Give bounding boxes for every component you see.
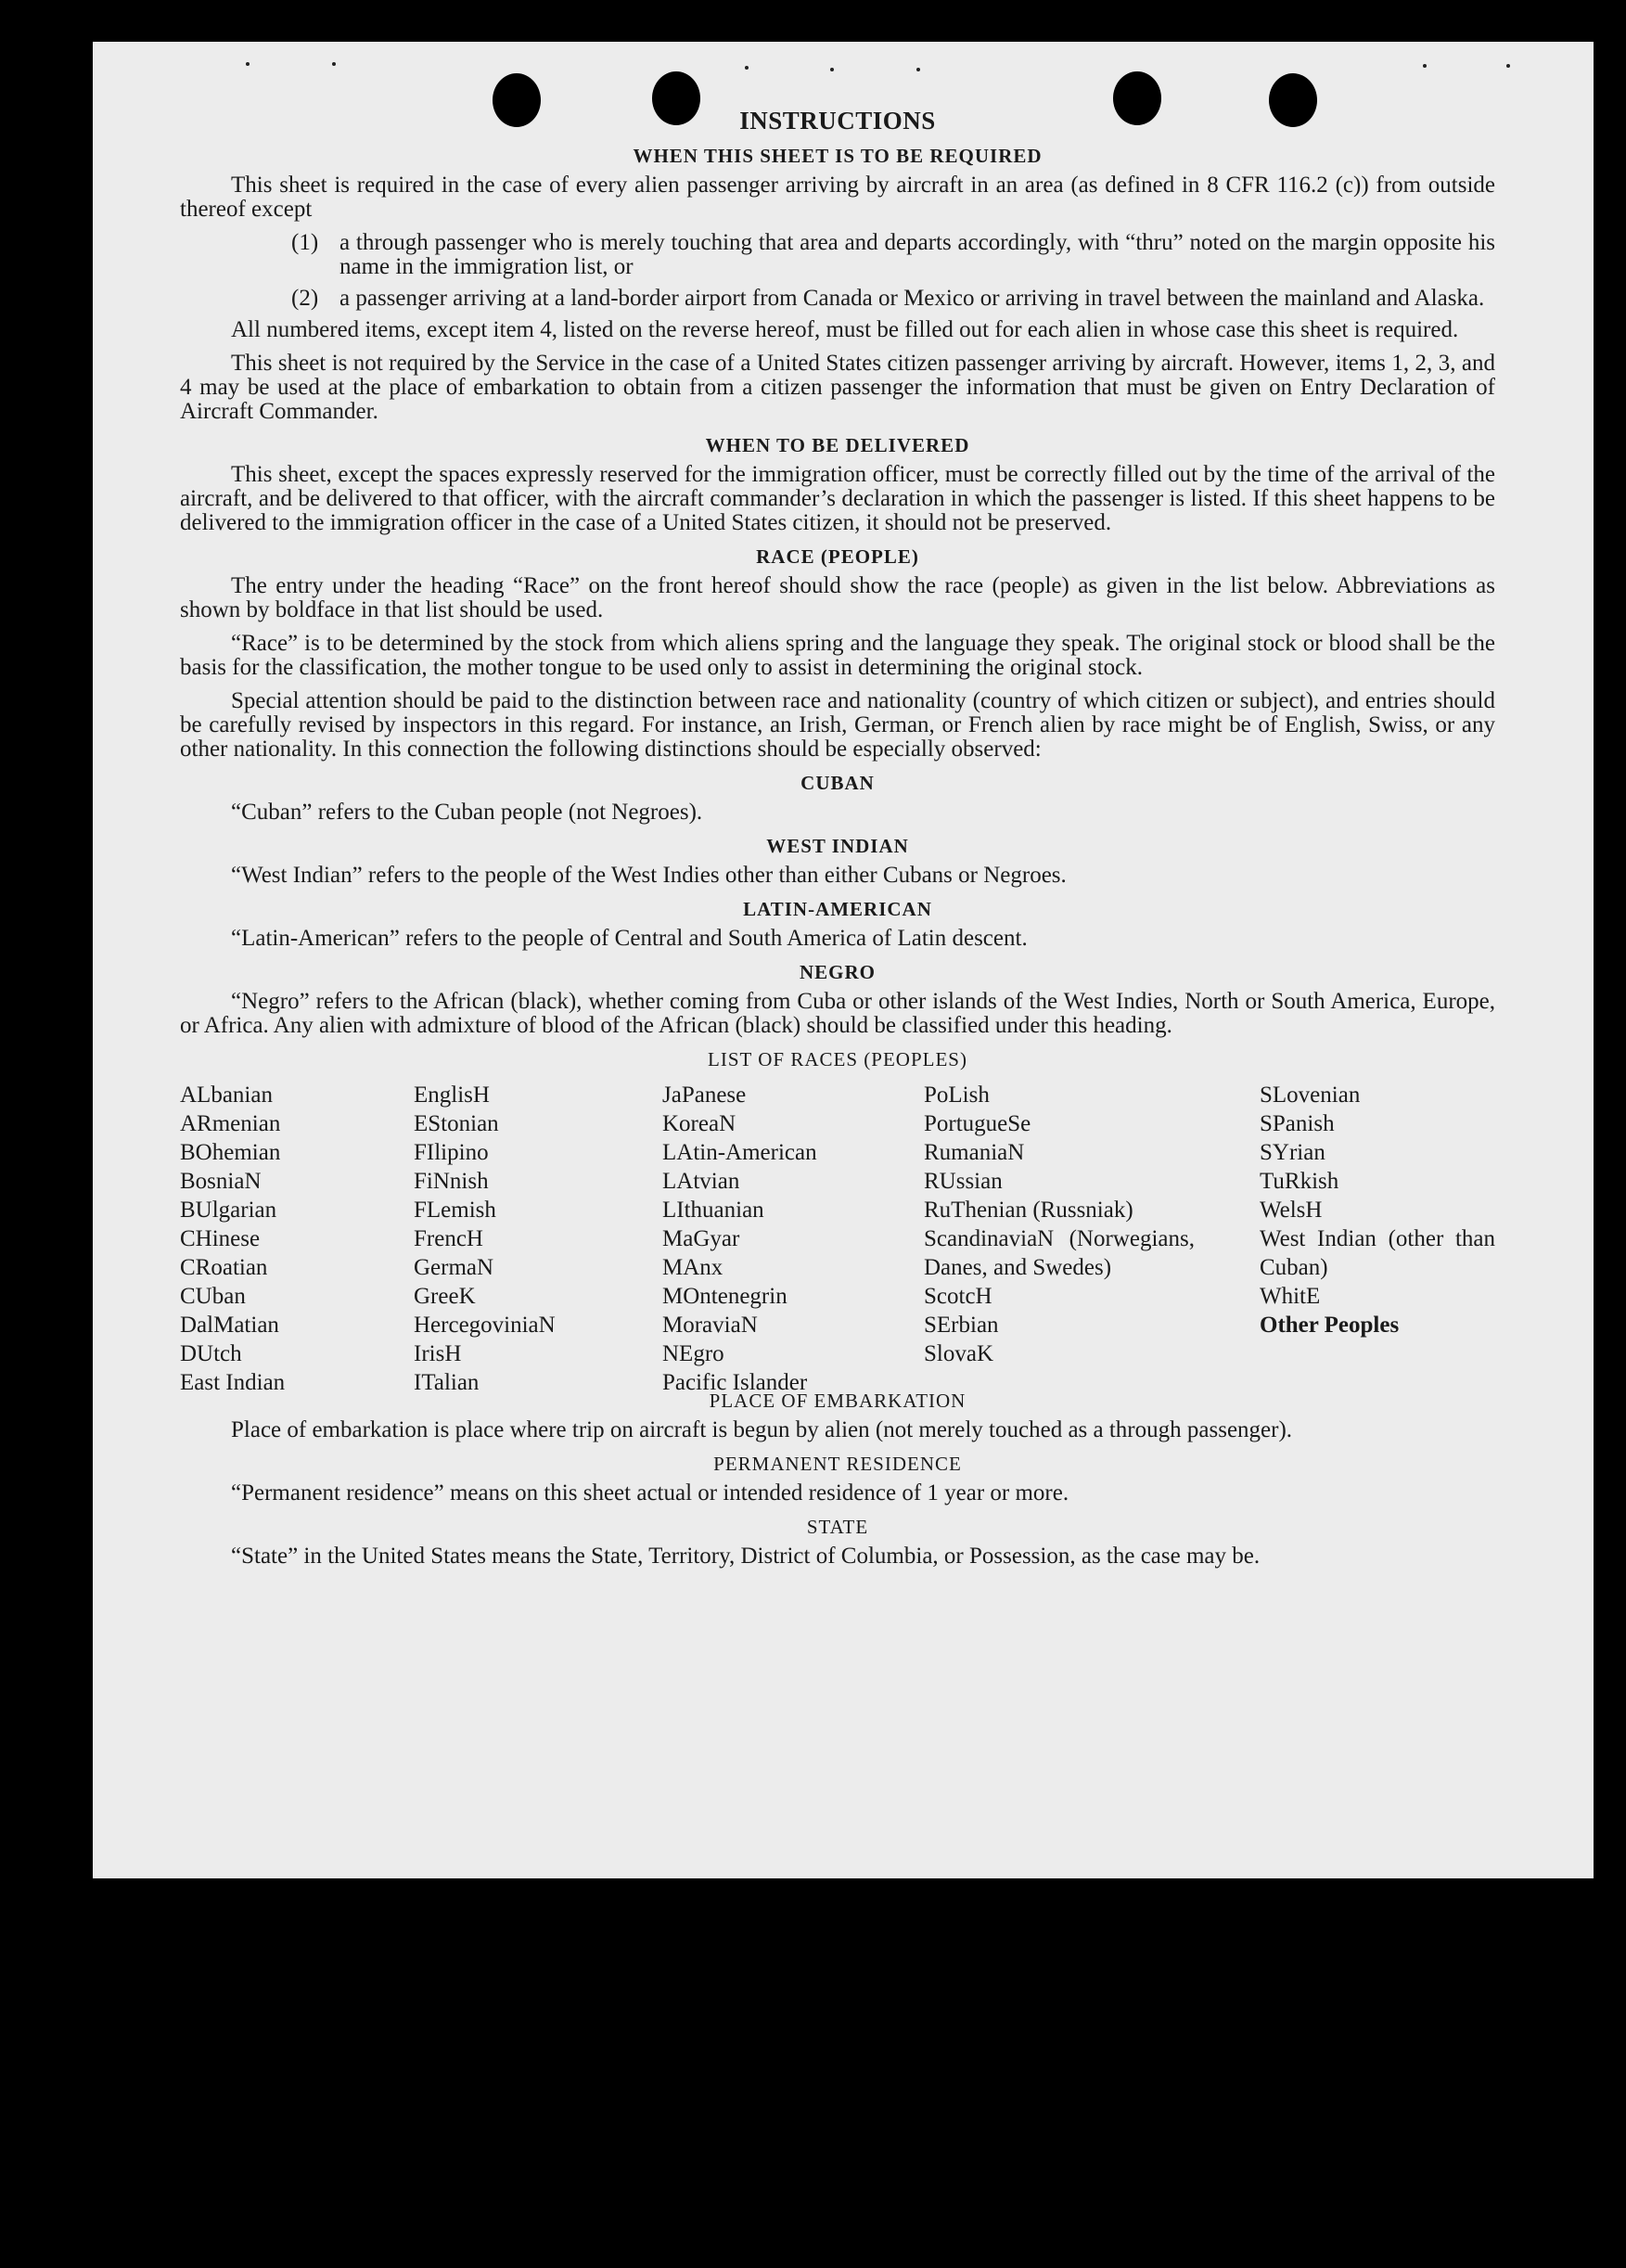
race-item: FiNnish — [414, 1169, 489, 1194]
race-item: SPanish — [1260, 1111, 1335, 1136]
race-item: CRoatian — [180, 1255, 268, 1280]
item-number: (1) — [291, 230, 319, 255]
race-item: JaPanese — [662, 1083, 747, 1108]
paragraph: “State” in the United States means the State, Territory, District of Columbia, or Possession, as the case may be. — [231, 1544, 1261, 1569]
race-item: FIlipino — [414, 1140, 489, 1165]
race-item: RumaniaN — [924, 1140, 1025, 1165]
race-item: SLovenian — [1260, 1083, 1361, 1108]
speck — [332, 62, 336, 66]
race-item: WelsH — [1260, 1198, 1323, 1223]
paragraph: “Negro” refers to the African (black), whether coming from Cuba or other islands of the West Indies, North or South America, Europe, or Africa. Any alien with admixture of blood of the African (black) should be classified under this heading. — [180, 989, 1495, 1038]
paragraph: This sheet is not required by the Service in the case of a United States citizen passenger arriving by aircraft. However, items 1, 2, 3, and 4 may be used at the place of embarkation to obtain from a citizen passenger the information that must be given on Entry Declaration of Aircraft Commander. — [180, 351, 1495, 424]
paragraph: The entry under the heading “Race” on the front hereof should show the race (people) as given in the list below. Abbreviations as shown by boldface in that list should be used. — [180, 573, 1495, 622]
paragraph: “Cuban” refers to the Cuban people (not Negroes). — [231, 800, 703, 825]
paragraph: Special attention should be paid to the distinction between race and nationality (country of which citizen or subject), and entries should be carefully revised by inspectors in this regard. For instance, an Irish, German, or French alien by race might be of English, Swiss, or any other nationality. In this connection the following distinctions should be especially observed: — [180, 688, 1495, 762]
race-item: TuRkish — [1260, 1169, 1339, 1194]
paragraph: All numbered items, except item 4, listed on the reverse hereof, must be filled out for each alien in whose case this sheet is required. — [231, 317, 1459, 342]
race-item: LIthuanian — [662, 1198, 764, 1223]
race-list — [180, 1081, 1495, 1395]
race-item: NEgro — [662, 1341, 724, 1366]
section-heading: LATIN-AMERICAN — [743, 898, 932, 920]
race-item: RuThenian (Russniak) — [924, 1198, 1133, 1223]
item-number: (2) — [291, 286, 319, 311]
paragraph: “Latin-American” refers to the people of Central and South America of Latin descent. — [231, 926, 1028, 951]
instructions-content — [180, 109, 1495, 1578]
speck — [745, 66, 749, 70]
race-column — [180, 1081, 285, 1397]
race-item: CHinese — [180, 1226, 261, 1251]
race-column — [662, 1081, 817, 1397]
race-item: DUtch — [180, 1341, 242, 1366]
race-item: LAtvian — [662, 1169, 740, 1194]
section-heading: CUBAN — [800, 772, 875, 794]
paragraph: This sheet is required in the case of every alien passenger arriving by aircraft in an area (as defined in 8 CFR 116.2 (c)) from outside thereof except — [180, 173, 1495, 222]
race-item: RUssian — [924, 1169, 1003, 1194]
race-item: Pacific Islander — [662, 1370, 808, 1395]
race-item: ALbanian — [180, 1083, 273, 1108]
paragraph: Place of embarkation is place where trip on aircraft is begun by alien (not merely touched as a through passenger). — [231, 1417, 1293, 1442]
race-item: MOntenegrin — [662, 1284, 787, 1309]
race-item: PortugueSe — [924, 1111, 1031, 1136]
race-item: LAtin-American — [662, 1140, 817, 1165]
race-item: GreeK — [414, 1284, 476, 1309]
paragraph: “Permanent residence” means on this sheet actual or intended residence of 1 year or more. — [231, 1480, 1069, 1506]
race-item: East Indian — [180, 1370, 286, 1395]
race-item: CUban — [180, 1284, 246, 1309]
race-item: EStonian — [414, 1111, 499, 1136]
race-item: WhitE — [1260, 1284, 1321, 1309]
speck — [1506, 64, 1510, 68]
item-text: a passenger arriving at a land-border airport from Canada or Mexico or arriving in travel between the mainland and Alaska. — [339, 286, 1485, 311]
race-item: FLemish — [414, 1198, 496, 1223]
section-heading: WHEN THIS SHEET IS TO BE REQUIRED — [633, 145, 1043, 167]
race-item: ScotcH — [924, 1284, 992, 1309]
race-item: MaGyar — [662, 1226, 740, 1251]
document-sheet — [93, 42, 1594, 1878]
race-item: EnglisH — [414, 1083, 490, 1108]
race-item: BUlgarian — [180, 1198, 277, 1223]
speck — [916, 68, 920, 71]
speck — [830, 68, 834, 71]
section-heading: PERMANENT RESIDENCE — [713, 1453, 962, 1475]
race-item: PoLish — [924, 1083, 990, 1108]
list-item — [291, 231, 1495, 279]
race-column — [924, 1081, 1195, 1368]
section-heading: STATE — [806, 1516, 869, 1538]
race-item: SlovaK — [924, 1341, 993, 1366]
item-text: a through passenger who is merely touching that area and departs accordingly, with “thru” noted on the margin opposite his name in the immigration list, or — [339, 230, 1495, 279]
race-item: ITalian — [414, 1370, 480, 1395]
section-heading: PLACE OF EMBARKATION — [709, 1390, 967, 1412]
section-heading: LIST OF RACES (PEOPLES) — [708, 1048, 967, 1070]
race-item: BosniaN — [180, 1169, 262, 1194]
race-item: MoraviaN — [662, 1313, 758, 1338]
race-item: BOhemian — [180, 1140, 281, 1165]
race-item: DalMatian — [180, 1313, 279, 1338]
race-item: GermaN — [414, 1255, 494, 1280]
page-title: INSTRUCTIONS — [739, 107, 936, 135]
section-heading: WHEN TO BE DELIVERED — [705, 434, 970, 456]
paragraph: “West Indian” refers to the people of the West Indies other than either Cubans or Negroes. — [231, 863, 1067, 888]
list-item — [291, 287, 1495, 311]
section-heading: WEST INDIAN — [766, 835, 909, 857]
race-item: SYrian — [1260, 1140, 1325, 1165]
section-heading: RACE (PEOPLE) — [756, 545, 919, 568]
race-item: West Indian (other than Cuban) — [1260, 1226, 1495, 1280]
paragraph: “Race” is to be determined by the stock from which aliens spring and the language they speak. The original stock or blood shall be the basis for the classification, the mother tongue to be used only to assist in determining the original stock. — [180, 631, 1495, 680]
race-item: MAnx — [662, 1255, 723, 1280]
paragraph: This sheet, except the spaces expressly reserved for the immigration officer, must be correctly filled out by the time of the arrival of the aircraft, and be delivered to that officer, with the aircraft commander’s declaration in which the passenger is listed. If this sheet happens to be delivered to the immigration officer in the case of a United States citizen, it should not be preserved. — [180, 462, 1495, 535]
section-heading: NEGRO — [799, 961, 876, 983]
race-item: ARmenian — [180, 1111, 281, 1136]
race-item: KoreaN — [662, 1111, 736, 1136]
race-column — [414, 1081, 556, 1397]
race-item: FrencH — [414, 1226, 483, 1251]
speck — [1423, 64, 1427, 68]
race-column — [1260, 1081, 1495, 1339]
race-item: Other Peoples — [1260, 1313, 1400, 1338]
speck — [246, 62, 250, 66]
race-item: SErbian — [924, 1313, 999, 1338]
race-item: IrisH — [414, 1341, 462, 1366]
race-item: HercegoviniaN — [414, 1313, 556, 1338]
race-item: ScandinaviaN (Norwegians, Danes, and Swedes) — [924, 1226, 1195, 1280]
